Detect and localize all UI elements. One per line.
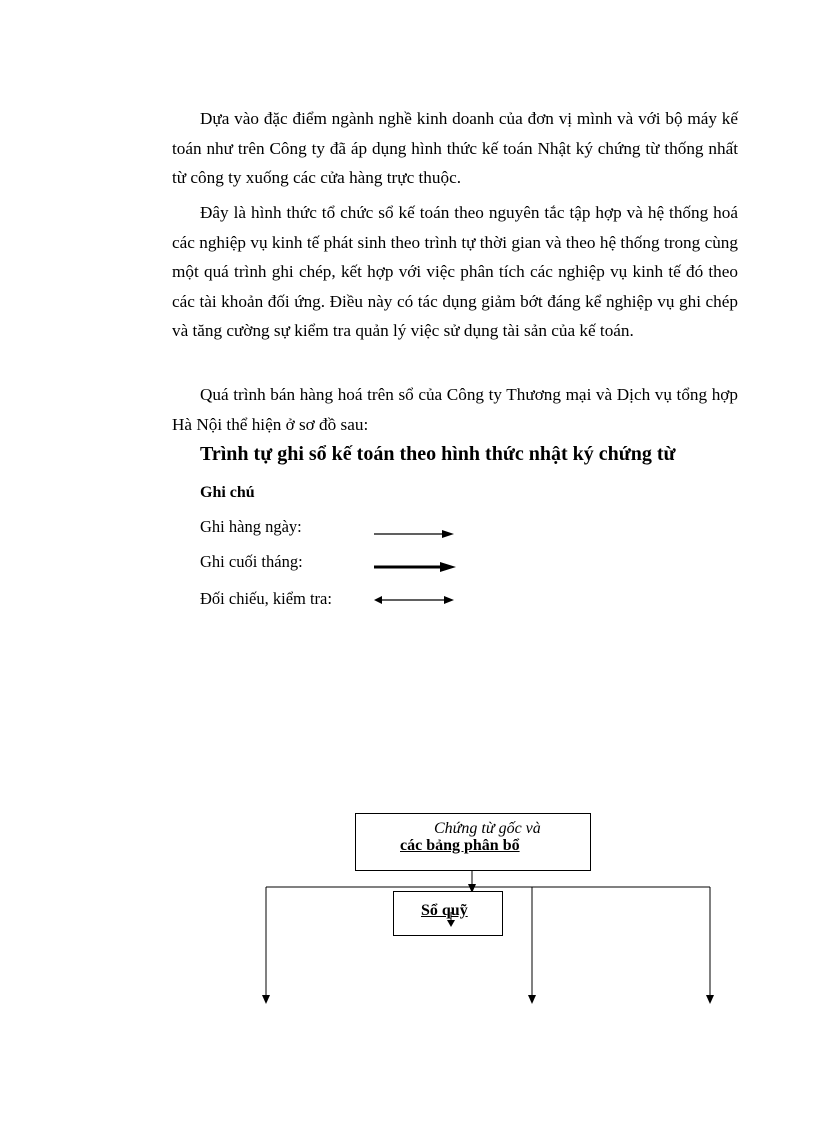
legend-daily-arrow-icon [372,527,458,541]
paragraph-accounting-form: Dựa vào đặc điểm ngành nghề kinh doanh của đơn vị mình và với bộ máy kế toán như trên Công ty đã áp dụng hình thức kế toán Nhật ký chứng từ thống nhất từ công ty xuống các cửa hàng trực thuộc. [172,109,738,187]
legend-check-arrow-icon [372,593,458,607]
diagram-title: Trình tự ghi sổ kế toán theo hình thức nhật ký chứng từ [200,443,676,465]
source-documents-box [355,813,591,871]
flow-right-arrowhead [706,995,714,1004]
legend-daily-label: Ghi hàng ngày: [200,517,302,536]
legend-monthly-label: Ghi cuối tháng: [200,552,303,571]
cash-book-label: Sổ quỹ [421,902,468,919]
cash-book-down-arrow-icon [446,912,456,928]
flow-left-arrowhead [262,995,270,1004]
paragraph-sales-process: Quá trình bán hàng hoá trên sổ của Công ty Thương mại và Dịch vụ tổng hợp Hà Nội thể hiện ở sơ đồ sau: [172,385,738,434]
allocation-tables-label: các bảng phân bổ [400,837,520,854]
flow-middle-arrowhead [528,995,536,1004]
legend-check-label: Đối chiếu, kiểm tra: [200,589,332,608]
source-documents-label: Chứng từ gốc và [434,820,541,837]
cash-book-box [393,891,503,936]
legend-monthly-arrow-icon [372,560,458,574]
paragraph-journal-description: Đây là hình thức tổ chức sổ kế toán theo nguyên tắc tập hợp và hệ thống hoá các nghiệp vụ kinh tế phát sinh theo trình tự thời gian và theo hệ thống trong cùng một quá trình ghi chép, kết hợp với việc phân tích các nghiệp vụ kinh tế đó theo các tài khoản đối ứng. Điều này có tác dụng giảm bớt đáng kể nghiệp vụ ghi chép và tăng cường sự kiểm tra quản lý việc sử dụng tài sản của kế toán. [172,203,738,340]
legend-heading: Ghi chú [200,484,255,501]
